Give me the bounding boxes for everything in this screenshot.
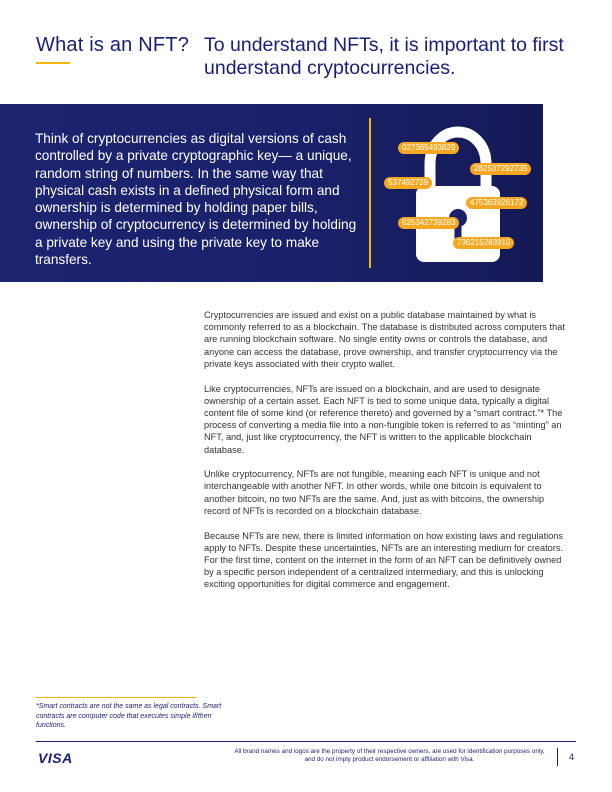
footer-rule (36, 741, 576, 742)
body-text (204, 309, 572, 603)
banner-divider (369, 118, 371, 268)
page-number: 4 (569, 752, 575, 762)
key-number-1: 027365493829 (398, 142, 459, 154)
key-number-5: 625342739283 (398, 217, 459, 229)
page-headline: To understand NFTs, it is important to first understand cryptocurrencies. (204, 34, 564, 79)
key-number-3: 537492739 (384, 177, 432, 189)
key-number-6: 736215283910 (453, 237, 514, 249)
visa-logo: VISA (38, 750, 73, 766)
footer-disclaimer: All brand names and logos are the property of their respective owners, are used for identification purposes only, and do not imply product endorsement or affiliation with Visa. (234, 748, 545, 764)
banner-text: Think of cryptocurrencies as digital versions of cash controlled by a private cryptographic key— a unique, random string of numbers. In the same way that physical cash exists in a defined physical form and ownership is determined by holding paper bills, ownership of cryptocurrency is determined by holding a private key and using the private key to make transfers. (35, 131, 357, 268)
section-label-underline (36, 62, 70, 64)
key-number-2: 282537292735 (470, 163, 531, 175)
footer-separator (557, 748, 558, 766)
body-paragraph: Like cryptocurrencies, NFTs are issued on a blockchain, and are used to designate ownership of a certain asset. Each NFT is tied to some unique data, typically a digital content file of some kind (or reference thereto) and governed by a “smart contract.”* The process of converting a media file into a non-fungible token is referred to as “minting” an NFT, and, just like cryptocurrency, the NFT is written to the applicable blockchain database. (204, 383, 563, 455)
crypto-lock-illustration (378, 124, 538, 274)
intro-banner (0, 104, 543, 282)
section-label: What is an NFT? (36, 34, 190, 56)
body-paragraph: Unlike cryptocurrency, NFTs are not fungible, meaning each NFT is unique and not interchangeable with another NFT. In other words, while one bitcoin is equivalent to another bitcoin, no two NFTs are the same. And, just as with bitcoins, the ownership record of NFTs is recorded on a blockchain database. (204, 469, 545, 516)
body-paragraph: Because NFTs are new, there is limited information on how existing laws and regulations apply to NFTs. Despite these uncertainties, NFTs are an interesting medium for creators. For the first time, content on the internet in the form of an NFT can be definitively owned by a specific person independent of a centralized intermediary, and this is unlocking exciting opportunities for digital commerce and engagement. (204, 530, 564, 590)
footnote: *Smart contracts are not the same as legal contracts. Smart contracts are computer code that executes simple if/then functions. (36, 703, 222, 730)
body-paragraph: Cryptocurrencies are issued and exist on a public database maintained by what is commonly referred to as a blockchain. The database is distributed across computers that are running blockchain software. No single entity owns or controls the database, and anyone can access the database, prove ownership, and transfer cryptocurrency via the private keys associated with their crypto wallet. (204, 310, 565, 369)
key-number-4: 475363926172 (466, 197, 527, 209)
footnote-rule (36, 697, 196, 698)
